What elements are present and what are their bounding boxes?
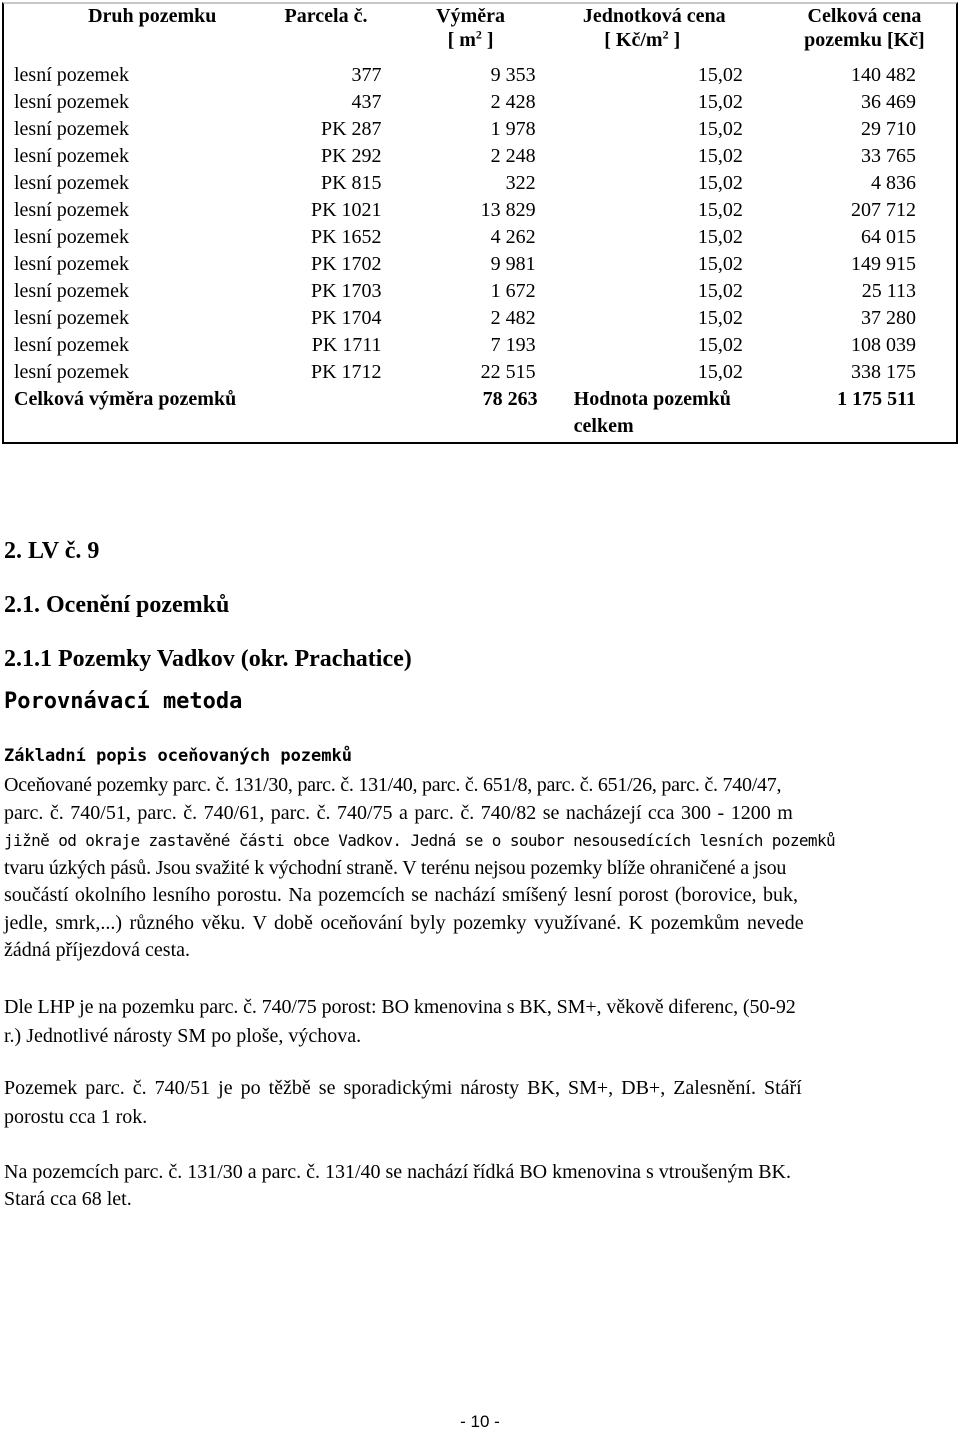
cell-area: 2 482 xyxy=(490,307,536,329)
table-row xyxy=(4,278,956,305)
cell-unit-price: 15,02 xyxy=(697,172,743,194)
cell-area: 13 829 xyxy=(480,199,536,221)
table-row xyxy=(4,89,956,116)
cell-area: 9 981 xyxy=(490,253,536,275)
table-row xyxy=(4,170,956,197)
paragraph-description xyxy=(4,772,956,965)
header-unit-line1: Jednotková cena xyxy=(582,5,726,27)
cell-total-price: 149 915 xyxy=(851,253,916,275)
paragraph-parcel-740-51 xyxy=(4,1074,956,1132)
cell-land-type: lesní pozemek xyxy=(14,199,129,221)
cell-unit-price: 15,02 xyxy=(697,145,743,167)
cell-parcel: PK 815 xyxy=(320,172,382,194)
table-body xyxy=(4,62,956,386)
land-valuation-table-frame xyxy=(2,2,958,444)
table-row xyxy=(4,197,956,224)
cell-unit-price: 15,02 xyxy=(697,361,743,383)
cell-total-price: 207 712 xyxy=(851,199,916,221)
cell-area: 1 978 xyxy=(490,118,536,140)
header-unit-price xyxy=(538,4,773,62)
table-summary-row xyxy=(4,386,956,440)
header-total-line1: Celková cena xyxy=(807,5,922,27)
cell-parcel: PK 1702 xyxy=(310,253,382,275)
cell-area: 4 262 xyxy=(490,226,536,248)
text-line: Na pozemcích parc. č. 131/30 a parc. č. 131/40 se nachází řídká BO kmenovina s vtroušeným BK. xyxy=(4,1161,791,1183)
text-line: žádná příjezdová cesta. xyxy=(4,939,191,961)
cell-land-type: lesní pozemek xyxy=(14,334,129,356)
text-line: r.) Jednotlivé nárosty SM po ploše, výchova. xyxy=(4,1025,362,1047)
summary-value-total: 1 175 511 xyxy=(837,388,916,410)
cell-land-type: lesní pozemek xyxy=(14,280,129,302)
table-row xyxy=(4,332,956,359)
cell-unit-price: 15,02 xyxy=(697,253,743,275)
header-unit-line2: [ $Kč/m^2$ ] xyxy=(604,27,681,51)
table-header-row xyxy=(4,4,956,62)
heading-valuation: 2.1. Ocenění pozemků xyxy=(4,592,230,618)
text-line: jižně od okraje zastavěné části obce Vadkov. Jedná se o soubor nesousedících lesních pozemků xyxy=(4,831,836,850)
cell-parcel: PK 287 xyxy=(320,118,382,140)
text-line: parc. č. 740/51, parc. č. 740/61, parc. č. 740/75 a parc. č. 740/82 se nacházejí cca 300 - 1200 m xyxy=(4,801,793,824)
cell-land-type: lesní pozemek xyxy=(14,253,129,275)
heading-method: Porovnávací metoda xyxy=(4,689,243,714)
page-number: - 10 - xyxy=(460,1412,500,1431)
cell-total-price: 338 175 xyxy=(851,361,916,383)
cell-unit-price: 15,02 xyxy=(697,118,743,140)
cell-area: 322 xyxy=(505,172,536,194)
land-valuation-table xyxy=(4,4,956,440)
paragraph-parcels-131 xyxy=(4,1159,956,1213)
cell-parcel: PK 1711 xyxy=(311,334,382,356)
text-line: Pozemek parc. č. 740/51 je po těžbě se sporadickými nárosty BK, SM+, DB+, Zalesnění. Stáří xyxy=(4,1077,802,1099)
table-row xyxy=(4,305,956,332)
cell-parcel: PK 1704 xyxy=(310,307,382,329)
cell-land-type: lesní pozemek xyxy=(14,118,129,140)
cell-area: 2 428 xyxy=(490,91,536,113)
cell-unit-price: 15,02 xyxy=(697,64,743,86)
text-line: součástí okolního lesního porostu. Na pozemcích se nachází smíšený lesní porost (borovice, buk, xyxy=(4,884,798,906)
summary-area-total: 78 263 xyxy=(482,388,538,410)
text-line: Dle LHP je na pozemku parc. č. 740/75 porost: BO kmenovina s BK, SM+, věkově diferenc, (50-92 xyxy=(4,996,796,1018)
text-line: tvaru úzkých pásů. Jsou svažité k východní straně. V terénu nejsou pozemky blíže ohraničené a jsou xyxy=(4,856,787,879)
cell-total-price: 36 469 xyxy=(861,91,916,113)
text-line: porostu cca 1 rok. xyxy=(4,1106,148,1128)
cell-parcel: PK 1703 xyxy=(310,280,382,302)
cell-land-type: lesní pozemek xyxy=(14,172,129,194)
cell-land-type: lesní pozemek xyxy=(14,145,129,167)
cell-land-type: lesní pozemek xyxy=(14,64,129,86)
cell-total-price: 64 015 xyxy=(861,226,916,248)
cell-parcel: 437 xyxy=(351,91,382,113)
table-row xyxy=(4,224,956,251)
cell-area: 1 672 xyxy=(490,280,536,302)
cell-unit-price: 15,02 xyxy=(697,307,743,329)
heading-lv: 2. LV č. 9 xyxy=(4,538,100,564)
cell-unit-price: 15,02 xyxy=(697,226,743,248)
cell-total-price: 4 836 xyxy=(871,172,916,194)
cell-unit-price: 15,02 xyxy=(697,280,743,302)
cell-land-type: lesní pozemek xyxy=(14,91,129,113)
cell-area: 7 193 xyxy=(490,334,536,356)
header-area-line2: [ $m^2$ ] xyxy=(447,27,494,51)
cell-parcel: 377 xyxy=(351,64,382,86)
cell-unit-price: 15,02 xyxy=(697,91,743,113)
text-line: jedle, smrk,...) různého věku. V době oceňování byly pozemky využívané. K pozemkům nevede xyxy=(4,911,804,934)
table-row xyxy=(4,359,956,386)
header-area xyxy=(404,4,538,62)
cell-total-price: 37 280 xyxy=(861,307,916,329)
cell-total-price: 25 113 xyxy=(861,280,916,302)
cell-area: 9 353 xyxy=(490,64,536,86)
summary-area-label: Celková výměra pozemků xyxy=(14,388,237,410)
cell-area: 2 248 xyxy=(490,145,536,167)
table-row xyxy=(4,62,956,89)
cell-land-type: lesní pozemek xyxy=(14,226,129,248)
cell-parcel: PK 1021 xyxy=(310,199,382,221)
header-parcel: Parcela č. xyxy=(284,5,368,27)
cell-total-price: 140 482 xyxy=(851,64,916,86)
cell-land-type: lesní pozemek xyxy=(14,307,129,329)
heading-description: Základní popis oceňovaných pozemků xyxy=(4,746,352,766)
cell-parcel: PK 292 xyxy=(320,145,382,167)
heading-plots: 2.1.1 Pozemky Vadkov (okr. Prachatice) xyxy=(4,646,412,672)
cell-total-price: 33 765 xyxy=(861,145,916,167)
header-area-line1: Výměra xyxy=(436,5,506,27)
table-row xyxy=(4,143,956,170)
text-line: Stará cca 68 let. xyxy=(4,1188,132,1210)
cell-total-price: 108 039 xyxy=(851,334,916,356)
cell-unit-price: 15,02 xyxy=(697,199,743,221)
table-row xyxy=(4,116,956,143)
cell-unit-price: 15,02 xyxy=(697,334,743,356)
cell-total-price: 29 710 xyxy=(861,118,916,140)
header-total-price xyxy=(773,4,956,62)
cell-parcel: PK 1712 xyxy=(310,361,382,383)
cell-parcel: PK 1652 xyxy=(310,226,382,248)
cell-land-type: lesní pozemek xyxy=(14,361,129,383)
paragraph-lhp xyxy=(4,993,956,1051)
cell-area: 22 515 xyxy=(480,361,536,383)
header-land-type: Druh pozemku xyxy=(88,5,217,27)
summary-value-label: Hodnota pozemků celkem xyxy=(573,388,731,437)
text-line: Oceňované pozemky parc. č. 131/30, parc. č. 131/40, parc. č. 651/8, parc. č. 651/26, parc. č. 740/47, xyxy=(4,774,782,796)
table-row xyxy=(4,251,956,278)
header-total-line2: pozemku [Kč] xyxy=(804,29,925,51)
